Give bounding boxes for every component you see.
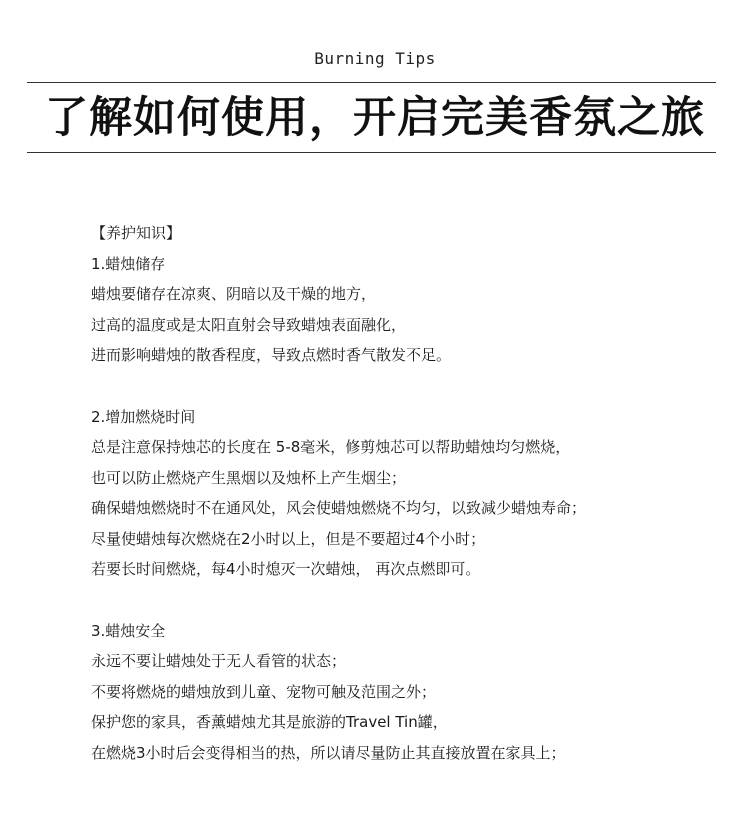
section-3-line: 永远不要让蜡烛处于无人看管的状态； xyxy=(91,652,347,670)
top-divider xyxy=(27,82,716,83)
section-2-line: 总是注意保持烛芯的长度在 5-8毫米，修剪烛芯可以帮助蜡烛均匀燃烧， xyxy=(91,438,571,456)
section-3-line: 在燃烧3小时后会变得相当的热，所以请尽量防止其直接放置在家具上； xyxy=(91,743,566,762)
section-spacer xyxy=(91,585,721,616)
section-1-line: 蜡烛要储存在凉爽、阴暗以及干燥的地方， xyxy=(91,285,377,303)
section-2-title: 2.增加燃烧时间 xyxy=(91,407,196,426)
section-1-line: 过高的温度或是太阳直射会导致蜡烛表面融化， xyxy=(91,315,407,334)
page-title: 了解如何使用，开启完美香氛之旅 xyxy=(45,93,705,143)
section-2-line: 也可以防止燃烧产生黑烟以及烛杯上产生烟尘； xyxy=(91,468,407,487)
section-3-line: 不要将燃烧的蜡烛放到儿童、宠物可触及范围之外； xyxy=(91,682,437,701)
care-content xyxy=(91,218,721,768)
header-eyebrow: Burning Tips xyxy=(314,49,436,68)
section-2-line: 若要长时间燃烧，每4小时熄灭一次蜡烛， 再次点燃即可。 xyxy=(91,560,481,578)
section-3-title: 3.蜡烛安全 xyxy=(91,621,166,640)
section-2-line: 尽量使蜡烛每次燃烧在2小时以上，但是不要超过4个小时； xyxy=(91,529,486,548)
care-label: 【养护知识】 xyxy=(91,224,182,242)
section-1-title: 1.蜡烛储存 xyxy=(91,254,166,273)
bottom-divider xyxy=(27,152,716,153)
section-3-line: 保护您的家具，香薰蜡烛尤其是旅游的Travel Tin罐， xyxy=(91,713,448,731)
section-1-line: 进而影响蜡烛的散香程度，导致点燃时香气散发不足。 xyxy=(91,346,452,364)
section-spacer xyxy=(91,371,721,402)
section-2-line: 确保蜡烛燃烧时不在通风处，风会使蜡烛燃烧不均匀，以致减少蜡烛寿命； xyxy=(91,499,587,517)
